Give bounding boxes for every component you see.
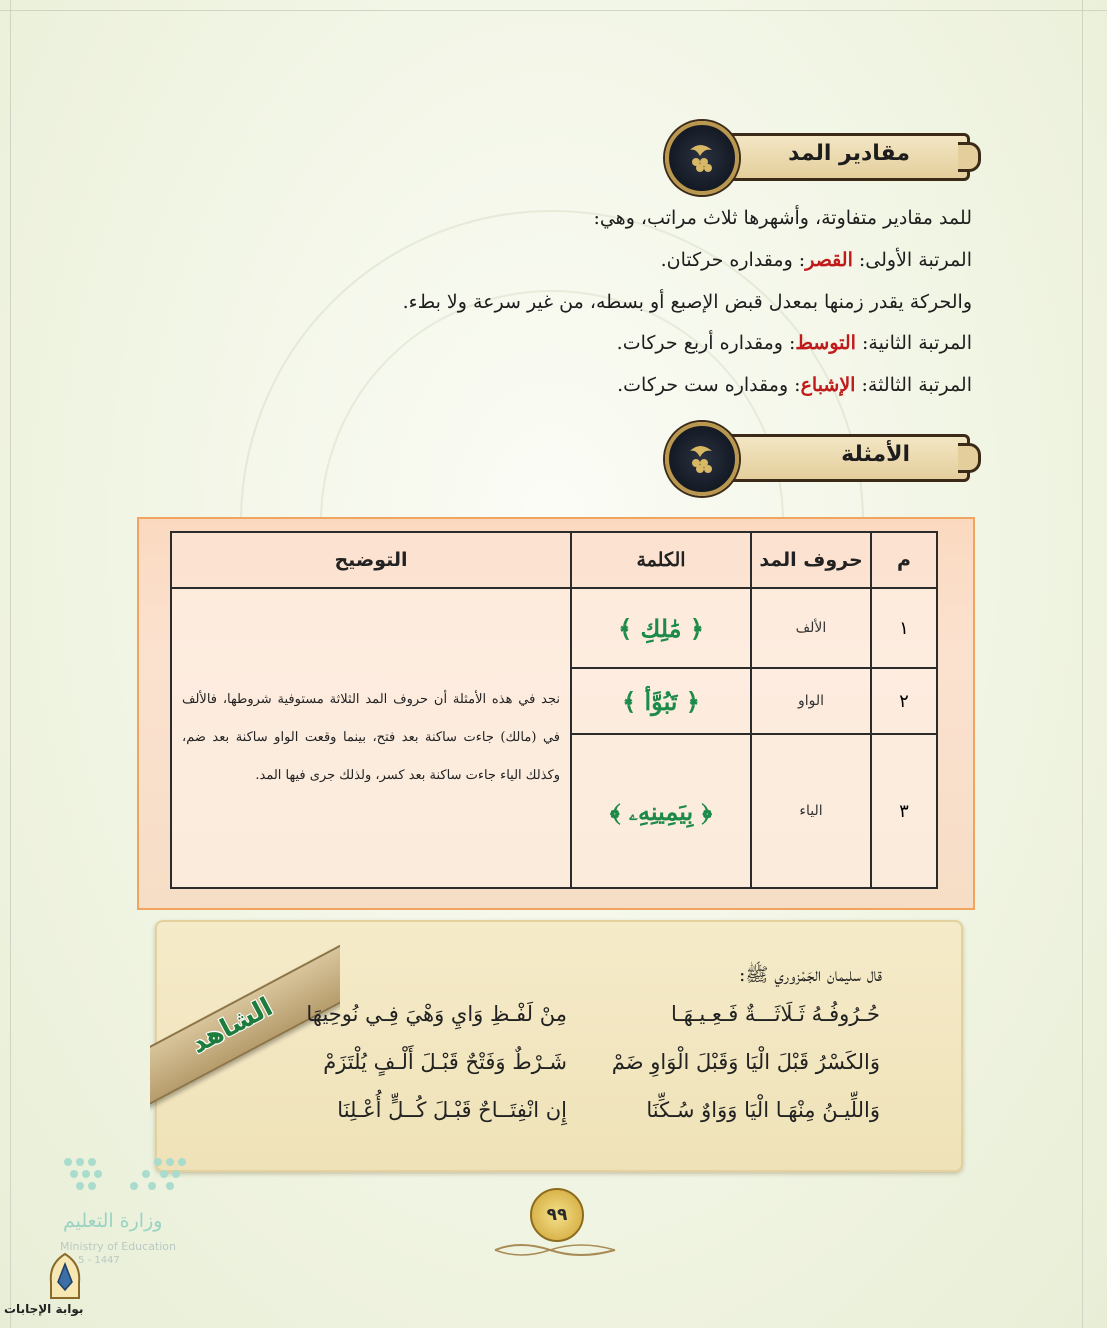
page-number-ornament-icon — [490, 1240, 620, 1260]
verse-right-2: وَالكَسْرُ قَبْلَ الْيَا وَقَبْلَ الْوَاوِ ضَمْ — [611, 1050, 880, 1074]
rank-desc: : ومقداره أربع حركات. — [616, 332, 796, 354]
rank-term: التوسط — [795, 332, 856, 354]
table-row — [171, 588, 937, 668]
examples-table — [170, 531, 938, 889]
header-word: الكلمة — [571, 532, 751, 588]
row-num: ٢ — [871, 668, 937, 734]
rank-two-line — [112, 332, 972, 354]
rank-desc: : ومقداره ست حركات. — [617, 374, 801, 396]
section-title: الأمثلة — [841, 442, 910, 467]
explanation-cell: نجد في هذه الأمثلة أن حروف المد الثلاثة مستوفية شروطها، فالألف في (مالك) جاءت ساكنة بعد فتح، بينما وقعت الواو ساكنة بعد ضم، وكذلك الياء جاءت ساكنة بعد كسر، ولذلك جرى فيها المد. — [171, 588, 571, 888]
section-header-madd-amounts — [665, 125, 970, 183]
row-word: ﴿ مَٰلِكِ ﴾ — [571, 588, 751, 668]
examples-table-box — [137, 517, 975, 910]
row-word: ﴿ تَبُوَّأ ﴾ — [571, 668, 751, 734]
table-header-row — [171, 532, 937, 588]
verse-left-3: إِن انْفِتَــاحٌ قَبْـلَ كُــلٍّ أُعْـلِنَا — [337, 1098, 567, 1122]
crop-line-top — [0, 10, 1107, 11]
poem-intro: قال سليمان الجَمْزوري ﷺ: — [739, 964, 882, 986]
ministry-english: Ministry of Education — [60, 1240, 177, 1253]
row-letter: الألف — [751, 588, 871, 668]
section-title: مقادير المد — [788, 141, 910, 166]
header-explanation: التوضيح — [171, 532, 571, 588]
shahid-label: الشاهد — [186, 992, 278, 1060]
portal-name: بوابة الإجابات — [4, 1302, 84, 1316]
rank-term: القصر — [805, 249, 853, 271]
ministry-year: 5 - 1447 — [78, 1255, 120, 1266]
row-letter: الواو — [751, 668, 871, 734]
rank-one-line — [112, 249, 972, 271]
rank-label: المرتبة الأولى: — [852, 249, 972, 271]
verse-right-3: وَاللِّيـنُ مِنْهَـا الْيَا وَوَاوٌ سُـكِّنَا — [646, 1098, 880, 1122]
verse-right-1: حُـرُوفُـهُ ثَـلَاثَـــةٌ فَـعِـيـهَـا — [671, 1002, 880, 1026]
rank-label: المرتبة الثانية: — [855, 332, 972, 354]
verse-left-2: شَـرْطٌ وَفَتْحٌ قَبْـلَ أَلْـفٍ يُلْتَزَمْ — [323, 1050, 567, 1074]
row-letter: الياء — [751, 734, 871, 888]
ribbon-bar — [705, 434, 970, 482]
header-num: م — [871, 532, 937, 588]
crop-line-right — [1082, 0, 1083, 1328]
verse-left-1: مِنْ لَفْـظِ وَايِ وَهْيَ فِـي نُوحِيهَا — [306, 1002, 567, 1026]
rank-label: المرتبة الثالثة: — [855, 374, 972, 396]
intro-paragraph: للمد مقادير متفاوتة، وأشهرها ثلاث مراتب، وهي: — [593, 207, 972, 229]
grape-emblem-icon — [665, 422, 739, 496]
row-num: ٣ — [871, 734, 937, 888]
ministry-dots-icon — [58, 1152, 198, 1202]
row-word: ﴿ بِيَمِينِهِۦ ﴾ — [571, 734, 751, 888]
ministry-arabic: وزارة التعليم — [63, 1210, 163, 1232]
section-header-examples — [665, 426, 970, 484]
page-number: ٩٩ — [530, 1188, 584, 1242]
haraka-paragraph: والحركة يقدر زمنها بمعدل قبض الإصبع أو بسطه، من غير سرعة ولا بطء. — [402, 291, 972, 313]
row-num: ١ — [871, 588, 937, 668]
crop-line-left — [10, 0, 11, 1328]
grape-emblem-icon — [665, 121, 739, 195]
rank-desc: : ومقداره حركتان. — [660, 249, 806, 271]
rank-term: الإشباع — [800, 374, 856, 396]
rank-three-line — [112, 374, 972, 396]
header-letters: حروف المد — [751, 532, 871, 588]
portal-watermark — [0, 1250, 110, 1328]
pen-nib-icon — [45, 1252, 85, 1300]
